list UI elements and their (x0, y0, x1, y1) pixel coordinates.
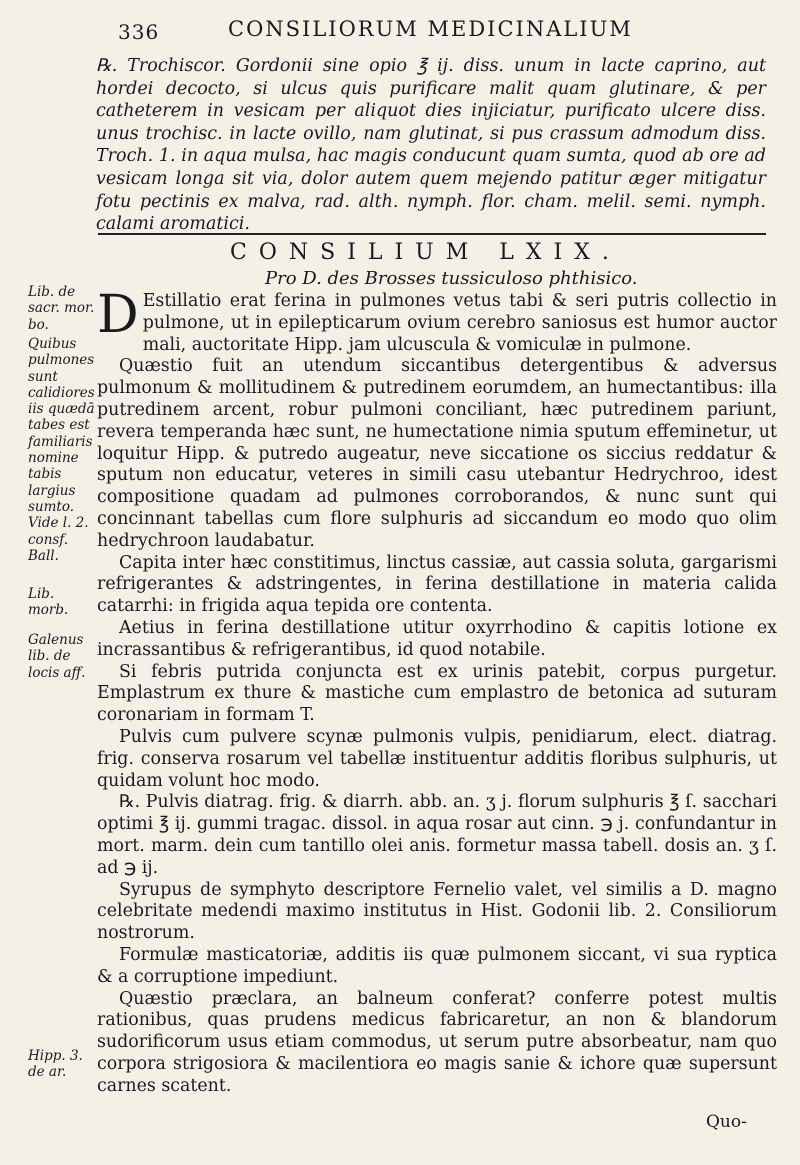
running-head: CONSILIORUM MEDICINALIUM (228, 17, 633, 41)
paragraph-text: Estillatio erat ferina in pulmones vetus tabi & seri putris collectio in pulmone, ut in epilepticarum ovium cerebro saniosus est humor auctor mali, auctoritate Hipp. jam ulcuscula & vomiculæ in pulmone. (142, 291, 777, 355)
paragraph: Quæstio fuit an utendum siccantibus detergentibus & adversus pulmonum & mollitudinem & putredinem eorumdem, an humectantibus: illa putredinem arcent, robur pulmoni conciliant, hæc putredinem pariunt, revera temperanda hæc sunt, ne humectatione nimia sputum effeminetur, ut loquitur Hipp. & putredo augeatur, neve siccatione os siccius reddatur & sputum non educatur, veteres in simili casu utebantur Hedrychroo, idest compositione quadam ad pulmones corroborandos, & nunc sunt qui concinnant tabellas cum flore sulphuris ad siccandum eo modo quo olim hedrychroon laudabatur. (97, 356, 777, 551)
paragraph: Pulvis cum pulvere scynæ pulmonis vulpis, penidiarum, elect. diatrag. frig. conserva rosarum vel tabellæ instituentur additis floribus sulphuris, ut quidam volunt hoc modo. (97, 726, 777, 791)
catchword: Quo- (706, 1112, 747, 1132)
section-divider (98, 233, 766, 235)
paragraph: ℞. Pulvis diatrag. frig. & diarrh. abb. an. ʒ j. florum sulphuris ℥ ſ. sacchari optimi ℥ ij. gummi tragac. dissol. in aqua rosar aut cinn. ℈ j. confundantur in mort. marm. dein cum tantillo olei anis. formetur massa tabell. dosis an. ʒ ſ. ad ℈ ij. (97, 792, 777, 878)
paragraph: Si febris putrida conjuncta est ex urinis patebit, corpus purgetur. Emplastrum ex thure & mastiche cum emplastro de betonica ad suturam coronariam in formam T. (97, 661, 777, 726)
margin-note: Lib. de sacr. mor. bo. (28, 284, 95, 333)
paragraph: Capita inter hæc constitimus, linctus cassiæ, aut cassia soluta, gargarismi refrigerantes & adstringentes, in ferina destillatione in materia calida catarrhi: in frigida aqua tepida ore contenta. (97, 552, 777, 617)
margin-note: Lib. morb. (28, 586, 69, 619)
paragraph: Aetius in ferina destillatione utitur oxyrrhodino & capitis lotione ex incrassantibus & refrigerantibus, id quod notabile. (97, 617, 777, 660)
paragraph (97, 285, 777, 356)
consilium-title: CONSILIUM LXIX. (230, 240, 621, 265)
consilium-body (97, 285, 777, 1097)
prescription-paragraph: ℞. Trochiscor. Gordonii sine opio ℥ ij. diss. unum in lacte caprino, aut hordei decocto, si ulcus quis purificare malit quam glutinare, & per catheterem in vesicam per aliquot dies injiciatur, purificato ulcere diss. unus trochisc. in lacte ovillo, nam glutinat, si pus crassum admodum diss. Troch. 1. in aqua mulsa, hac magis conducunt quam sumta, quod ab ore ad vesicam longa sit via, dolor autem quem mejendo patitur æger mitigatur fotu pectinis ex malva, rad. alth. nymph. flor. cham. melil. semi. nymph. calami aromatici. (96, 56, 766, 235)
drop-cap: D (97, 285, 139, 345)
paragraph: Formulæ masticatoriæ, additis iis quæ pulmonem siccant, vi sua ryptica & a corruptione impediunt. (97, 944, 777, 987)
page-number: 336 (118, 20, 160, 44)
margin-note: Quibus pulmones sunt calidiores iis quædā tabes est familiaris nomine tabis largius sumto. Vide l. 2. consf. Ball. (28, 336, 95, 564)
margin-note: Hipp. 3. de ar. (28, 1048, 83, 1081)
paragraph: Quæstio præclara, an balneum conferat? conferre potest multis rationibus, quas prudens medicus fabricaretur, an non & blandorum sudorificorum usus etiam commodus, ut serum putre absorbeatur, nam quo corpora strigosiora & macilentiora eo magis sanie & ichore quæ supersunt carnes scatent. (97, 988, 777, 1096)
margin-note: Galenus lib. de locis aff. (28, 632, 86, 681)
paragraph: Syrupus de symphyto descriptore Fernelio valet, vel similis a D. magno celebritate medendi maximo institutus in Hist. Godonii lib. 2. Consiliorum nostrorum. (97, 879, 777, 944)
previous-consilium-ending (96, 55, 766, 236)
page-header (0, 12, 800, 48)
consilium-subtitle: Pro D. des Brosses tussiculoso phthisico. (265, 268, 638, 289)
